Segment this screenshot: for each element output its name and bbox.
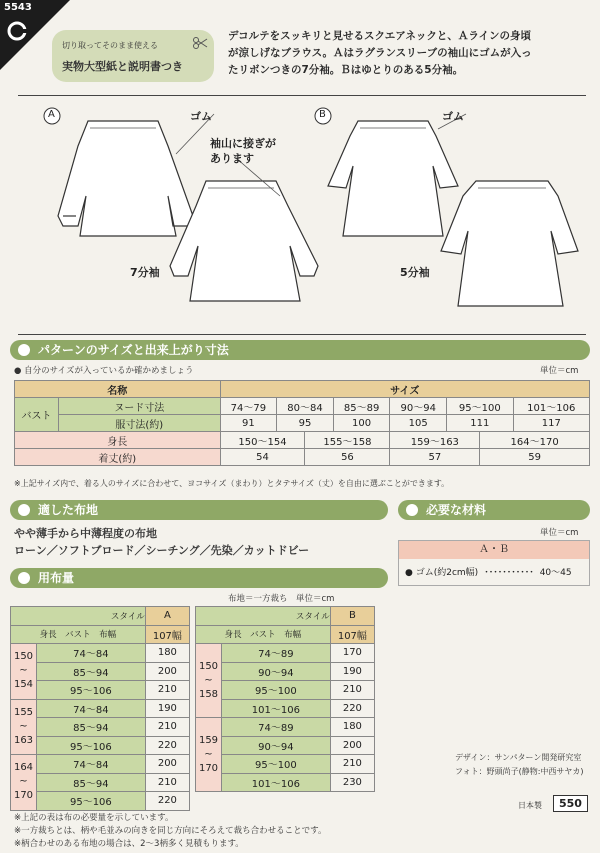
- materials-unit: 単位＝cm: [540, 528, 579, 538]
- height-value: 163: [13, 734, 34, 746]
- size-cell: 150〜154: [220, 432, 305, 449]
- yardage-value: 210: [145, 718, 189, 737]
- yardage-table-b: [195, 606, 375, 792]
- size-cell: 95〜100: [447, 398, 514, 415]
- height-group: [196, 718, 222, 792]
- yardage-row: [11, 699, 190, 718]
- yardage-section-title: 用布量: [38, 571, 75, 585]
- col-name: 名称: [15, 381, 221, 398]
- height-value: ~: [204, 748, 213, 760]
- yardage-table-a: [10, 606, 190, 811]
- bust-value: 95〜100: [222, 681, 331, 700]
- yardage-notes: [14, 812, 326, 851]
- badge-line1: 切り取ってそのまま使える: [62, 41, 158, 50]
- description-line: デコルテをスッキリと見せるスクエアネックと、Ａラインの身頃: [228, 30, 532, 42]
- yardage-value: 170: [330, 644, 374, 663]
- bullet-icon: [406, 504, 418, 516]
- style-head: スタイル: [196, 607, 331, 626]
- design-credit: デザイン：サンパターン開発研究室: [455, 753, 582, 762]
- seam-note: [210, 136, 276, 166]
- description-line: たリボンつきの7分袖。Ｂはゆとりのある5分袖。: [228, 64, 464, 76]
- finish-label: 服寸法(約): [59, 415, 221, 432]
- yardage-value: 200: [145, 662, 189, 681]
- yardage-value: 190: [330, 662, 374, 681]
- bust-value: 74〜84: [37, 699, 146, 718]
- yardage-row: [196, 773, 375, 792]
- size-cell: 54: [220, 449, 305, 466]
- yardage-value: 200: [330, 736, 374, 755]
- height-value: 158: [198, 688, 219, 700]
- height-value: 150: [198, 660, 219, 672]
- bust-value: 74〜84: [37, 755, 146, 774]
- col-size: サイズ: [220, 381, 589, 398]
- height-group: [196, 644, 222, 718]
- photo-credit: フォト：野頭尚子(静物:中西サヤカ): [455, 767, 584, 776]
- materials-value: 40〜45: [539, 568, 572, 578]
- width-b: 107幅: [330, 625, 374, 644]
- yardage-value: 210: [145, 773, 189, 792]
- bust-value: 95〜100: [222, 755, 331, 774]
- width-head: [11, 625, 146, 644]
- bust-value: 74〜89: [222, 644, 331, 663]
- yardage-sub: 布地＝一方裁ち 単位＝cm: [228, 594, 335, 604]
- yardage-value: 210: [330, 755, 374, 774]
- brand-logo-icon: [6, 20, 28, 42]
- bust-value: 101〜106: [222, 699, 331, 718]
- height-value: ~: [204, 674, 213, 686]
- bullet-icon: [18, 504, 30, 516]
- yardage-row: [196, 755, 375, 774]
- size-cell: 56: [305, 449, 390, 466]
- yardage-row: [196, 662, 375, 681]
- description-line: が涼しげなブラウス。Ａはラグランスリーブの袖山にゴムが入っ: [228, 47, 532, 59]
- width-head-label: 布幅: [99, 630, 117, 641]
- size-table: [14, 380, 590, 466]
- seam-note-line: 袖山に接ぎが: [210, 137, 276, 150]
- bust-value: 74〜89: [222, 718, 331, 737]
- yardage-row: [196, 699, 375, 718]
- bust-value: 95〜106: [37, 792, 146, 811]
- height-value: 155: [13, 706, 34, 718]
- size-cell: 57: [390, 449, 480, 466]
- yardage-row: [196, 736, 375, 755]
- yardage-section-header: [10, 568, 388, 588]
- yardage-value: 220: [145, 736, 189, 755]
- bust-head: バスト: [250, 630, 276, 641]
- yardage-row: [196, 681, 375, 700]
- bust-head: バスト: [65, 630, 91, 641]
- bust-value: 85〜94: [37, 773, 146, 792]
- yardage-row: [11, 644, 190, 663]
- yardage-note: ※一方裁ちとは、柄や毛並みの向きを同じ方向にそろえて裁ち合わせることです。: [14, 826, 327, 836]
- height-value: 159: [198, 734, 219, 746]
- yardage-value: 190: [145, 699, 189, 718]
- materials-item: ● ゴム(約2cm幅): [405, 568, 479, 578]
- price: 550: [553, 795, 588, 812]
- fabric-line1: やや薄手から中薄程度の布地: [14, 527, 157, 540]
- size-cell: 111: [447, 415, 514, 432]
- size-cell: 91: [220, 415, 277, 432]
- length-label: 着丈(約): [15, 449, 221, 466]
- yardage-value: 210: [330, 681, 374, 700]
- made-in: 日本製: [518, 801, 542, 810]
- yardage-note: ※上記の表は布の必要量を示しています。: [14, 813, 174, 823]
- fabric-section-title: 適した布地: [38, 503, 99, 517]
- yardage-note: ※柄合わせのある布地の場合は、2〜3柄多く見積もります。: [14, 839, 244, 849]
- pattern-code: 5543: [4, 2, 32, 13]
- height-group: [11, 699, 37, 755]
- size-cell: 100: [333, 415, 390, 432]
- size-cell: 80〜84: [277, 398, 334, 415]
- size-cell: 155〜158: [305, 432, 390, 449]
- height-value: 170: [198, 762, 219, 774]
- yardage-value: 200: [145, 755, 189, 774]
- bust-value: 90〜94: [222, 736, 331, 755]
- yardage-row: [11, 792, 190, 811]
- bust-value: 74〜84: [37, 644, 146, 663]
- height-value: 170: [13, 790, 34, 802]
- height-value: 154: [13, 679, 34, 691]
- elastic-label-a: ゴム: [190, 110, 212, 123]
- yardage-value: 180: [145, 644, 189, 663]
- yardage-value: 220: [145, 792, 189, 811]
- height-value: ~: [19, 665, 28, 677]
- illustration-panel: [18, 95, 586, 335]
- height-head: 身長: [39, 630, 57, 641]
- badge-line2: 実物大型紙と説明書つき: [62, 60, 183, 73]
- yardage-row: [11, 773, 190, 792]
- bullet-icon: [18, 572, 30, 584]
- fabric-section-header: [10, 500, 388, 520]
- bust-value: 85〜94: [37, 662, 146, 681]
- height-group: [11, 755, 37, 811]
- style-a-head: A: [145, 607, 189, 626]
- size-cell: 101〜106: [513, 398, 589, 415]
- materials-row: [399, 559, 589, 584]
- height-value: 150: [13, 651, 34, 663]
- height-label: 身長: [15, 432, 221, 449]
- size-cell: 59: [480, 449, 590, 466]
- bust-value: 90〜94: [222, 662, 331, 681]
- fabric-line2: ローン／ソフトブロード／シーチング／先染／カットドビー: [14, 544, 310, 557]
- materials-section-title: 必要な材料: [426, 503, 487, 517]
- pattern-badge: [52, 30, 214, 82]
- scissors-icon: [192, 36, 208, 50]
- garment-drawings: [18, 96, 586, 336]
- size-cell: 74〜79: [220, 398, 277, 415]
- bust-value: 95〜106: [37, 681, 146, 700]
- yardage-value: 220: [330, 699, 374, 718]
- size-cell: 85〜89: [333, 398, 390, 415]
- yardage-value: 180: [330, 718, 374, 737]
- yardage-row: [11, 681, 190, 700]
- materials-head: Ａ・Ｂ: [399, 541, 589, 559]
- style-a-marker: A: [48, 109, 55, 120]
- yardage-row: [196, 718, 375, 737]
- bust-value: 101〜106: [222, 773, 331, 792]
- materials-section-header: [398, 500, 590, 520]
- width-head-label: 布幅: [284, 630, 302, 641]
- style-b-head: B: [330, 607, 374, 626]
- size-cell: 117: [513, 415, 589, 432]
- nude-label: ヌード寸法: [59, 398, 221, 415]
- size-unit: 単位＝cm: [540, 366, 579, 376]
- width-head: [196, 625, 331, 644]
- size-section-header: [10, 340, 590, 360]
- materials-dots: ･･･････････: [484, 568, 534, 578]
- height-value: ~: [19, 776, 28, 788]
- yardage-value: 230: [330, 773, 374, 792]
- style-b-marker: B: [319, 109, 326, 120]
- size-footnote: ※上記サイズ内で、着る人のサイズに合わせて、ヨコサイズ（まわり）とタテサイズ（丈）を自由に選ぶことができます。: [14, 479, 450, 488]
- height-group: [11, 644, 37, 700]
- width-a: 107幅: [145, 625, 189, 644]
- size-note: ● 自分のサイズが入っているか確かめましょう: [14, 366, 194, 376]
- size-cell: 90〜94: [390, 398, 447, 415]
- bust-value: 85〜94: [37, 718, 146, 737]
- bust-label: バスト: [15, 398, 59, 432]
- yardage-row: [11, 755, 190, 774]
- sleeve-a-label: 7分袖: [130, 266, 160, 279]
- size-cell: 105: [390, 415, 447, 432]
- bust-value: 95〜106: [37, 736, 146, 755]
- yardage-row: [11, 662, 190, 681]
- bullet-icon: [18, 344, 30, 356]
- height-value: ~: [19, 720, 28, 732]
- elastic-label-b: ゴム: [442, 110, 464, 123]
- yardage-row: [11, 736, 190, 755]
- yardage-row: [11, 718, 190, 737]
- yardage-row: [196, 644, 375, 663]
- yardage-value: 210: [145, 681, 189, 700]
- materials-box: [398, 540, 590, 586]
- height-head: 身長: [224, 630, 242, 641]
- size-cell: 159〜163: [390, 432, 480, 449]
- height-value: 164: [13, 762, 34, 774]
- size-cell: 95: [277, 415, 334, 432]
- sleeve-b-label: 5分袖: [400, 266, 430, 279]
- description: [228, 28, 590, 79]
- size-section-title: パターンのサイズと出来上がり寸法: [38, 343, 229, 357]
- style-head: スタイル: [11, 607, 146, 626]
- size-cell: 164〜170: [480, 432, 590, 449]
- seam-note-line: あります: [210, 152, 254, 165]
